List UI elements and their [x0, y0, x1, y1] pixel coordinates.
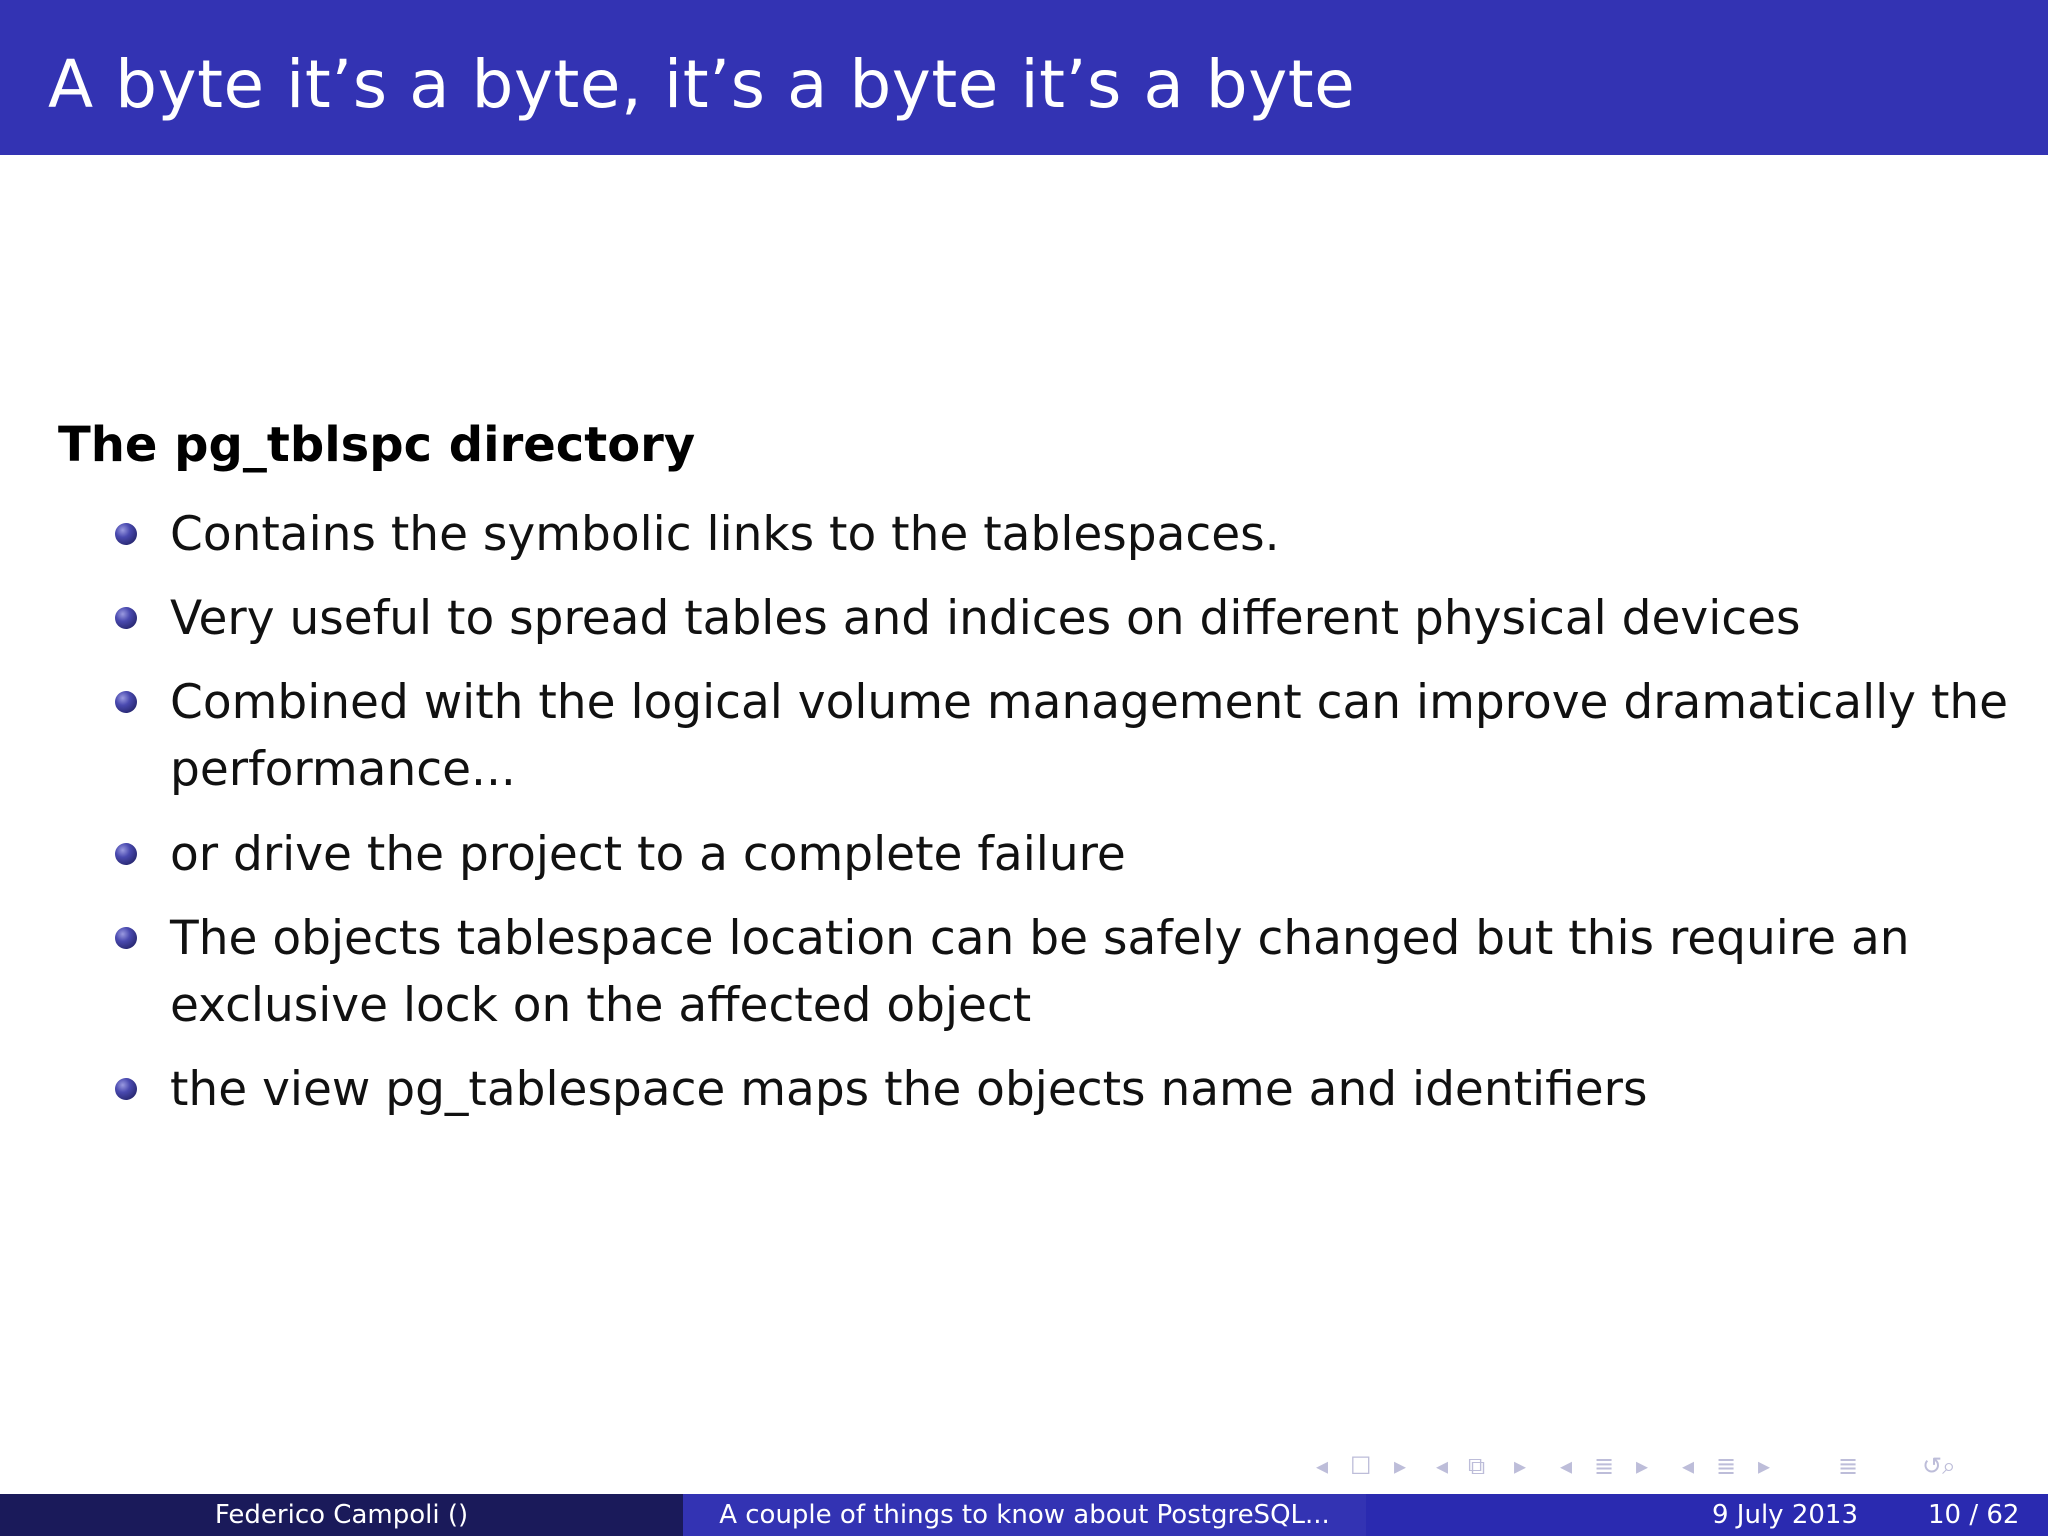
search-icon[interactable]: ↺⌕ [1922, 1452, 1956, 1480]
list-item-text: the view pg_tablespace maps the objects name and identifiers [170, 1062, 1648, 1117]
prev-frame-icon[interactable]: ◂ [1316, 1452, 1329, 1480]
prev-subsection-icon[interactable]: ◂ [1436, 1452, 1449, 1480]
list-item-text: Very useful to spread tables and indices on different physical devices [170, 591, 1801, 646]
subsection-icon[interactable]: ⧉ [1468, 1452, 1486, 1480]
prev-document-icon[interactable]: ◂ [1682, 1452, 1695, 1480]
bullet-icon [115, 843, 137, 865]
bullet-icon [115, 523, 137, 545]
footer-info [1366, 1494, 2048, 1536]
next-subsection-icon[interactable]: ▸ [1514, 1452, 1527, 1480]
list-item-text: or drive the project to a complete failure [170, 827, 1126, 882]
bullet-icon [115, 1078, 137, 1100]
footer-date: 9 July 2013 [1712, 1500, 1858, 1530]
slide-title: A byte it’s a byte, it’s a byte it’s a byte [48, 46, 1356, 123]
prev-section-icon[interactable]: ◂ [1560, 1452, 1573, 1480]
next-document-icon[interactable]: ▸ [1758, 1452, 1771, 1480]
section-icon[interactable]: ≣ [1594, 1452, 1615, 1480]
bullet-icon [115, 927, 137, 949]
list-item-text: Contains the symbolic links to the tablespaces. [170, 507, 1280, 562]
next-section-icon[interactable]: ▸ [1636, 1452, 1649, 1480]
footer-presentation-title: A couple of things to know about PostgreSQL... [683, 1494, 1366, 1536]
next-frame-icon[interactable]: ▸ [1394, 1452, 1407, 1480]
bullet-icon [115, 691, 137, 713]
page-number: 10 / 62 [1928, 1500, 2020, 1530]
slide-header [0, 0, 2048, 155]
list-item-text: Combined with the logical volume management can improve dramatically the performance... [170, 675, 2009, 797]
slide-footer [0, 1494, 2048, 1536]
footer-author: Federico Campoli () [0, 1494, 683, 1536]
frame-icon[interactable]: ☐ [1350, 1452, 1372, 1480]
document-icon[interactable]: ≣ [1716, 1452, 1737, 1480]
block-title: The pg_tblspc directory [58, 417, 696, 473]
align-icon[interactable]: ≣ [1838, 1452, 1859, 1480]
list-item-text: The objects tablespace location can be safely changed but this require an exclusive lock on the affected object [170, 911, 1910, 1033]
bullet-icon [115, 607, 137, 629]
